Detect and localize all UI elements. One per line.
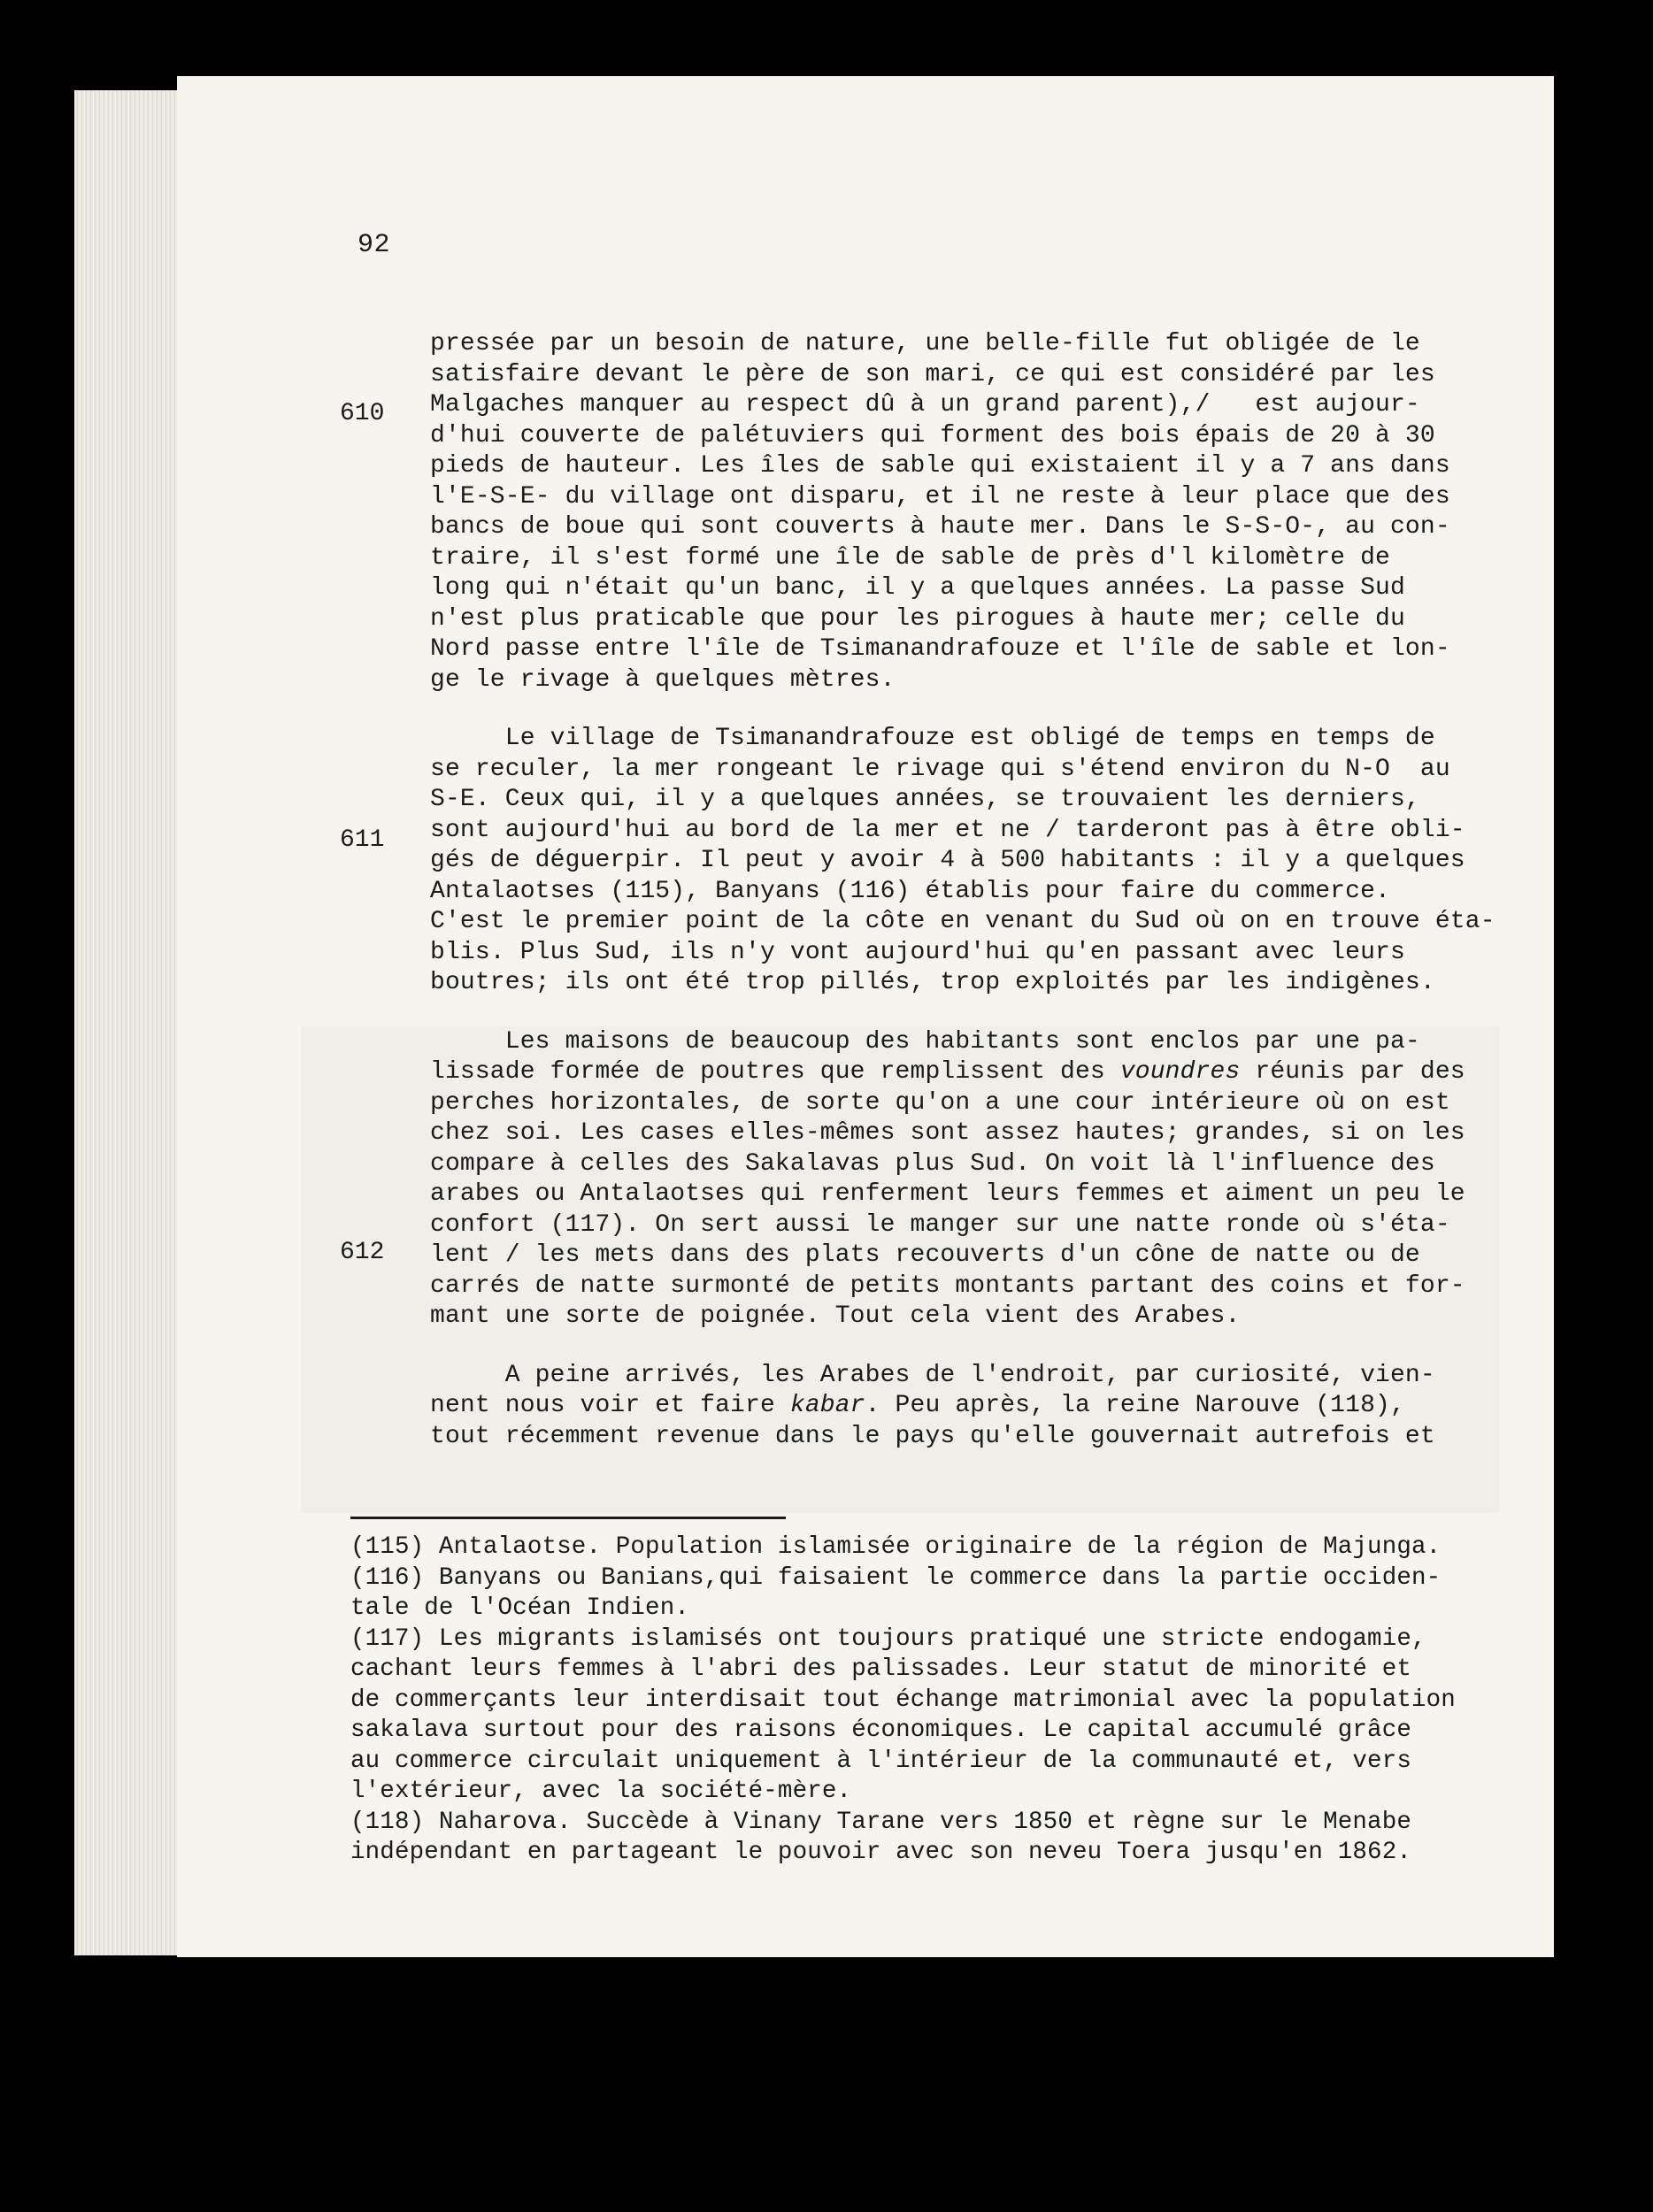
text-line: Malgaches manquer au respect dû à un grand parent),/ est aujour- — [430, 391, 1420, 419]
text-line: chez soi. Les cases elles-mêmes sont assez hautes; grandes, si on les — [430, 1119, 1465, 1147]
paragraph-2 — [430, 724, 1495, 999]
text-line: tout récemment revenue dans le pays qu'elle gouvernait autrefois et — [430, 1422, 1435, 1450]
text-line: sont aujourd'hui au bord de la mer et ne / tarderont pas à être obli- — [430, 816, 1465, 844]
text-line: lent / les mets dans des plats recouverts d'un cône de natte ou de — [430, 1241, 1420, 1269]
text-line: d'hui couverte de palétuviers qui forment des bois épais de 20 à 30 — [430, 421, 1435, 449]
footnote-line: (116) Banyans ou Banians,qui faisaient le commerce dans la partie occiden- — [350, 1563, 1442, 1592]
paragraph-1 — [430, 329, 1457, 695]
page-edges — [74, 90, 190, 1955]
text-line: Nord passe entre l'île de Tsimanandrafouze et l'île de sable et lon- — [430, 635, 1450, 663]
footnote-divider — [350, 1517, 786, 1519]
text-line: se reculer, la mer rongeant le rivage qui s'étend environ du N-O au — [430, 755, 1450, 783]
text-line: Le village de Tsimanandrafouze est obligé de temps en temps de — [430, 725, 1435, 752]
text-line: bancs de boue qui sont couverts à haute mer. Dans le S-S-O-, au con- — [430, 513, 1450, 541]
footnote-line: cachant leurs femmes à l'abri des palissades. Leur statut de minorité et — [350, 1655, 1411, 1683]
footnote-line: (117) Les migrants islamisés ont toujours pratiqué une stricte endogamie, — [350, 1624, 1426, 1653]
italic-term: voundres — [1119, 1058, 1241, 1086]
text-line: carrés de natte surmonté de petits montants partant des coins et for- — [430, 1271, 1465, 1300]
footnote-line: l'extérieur, avec la société-mère. — [350, 1778, 852, 1805]
footnote-line: au commerce circulait uniquement à l'intérieur de la communauté et, vers — [350, 1747, 1411, 1775]
text-line: A peine arrivés, les Arabes de l'endroit, par curiosité, vien- — [430, 1361, 1435, 1389]
text-line: l'E-S-E- du village ont disparu, et il ne reste à leur place que des — [430, 482, 1450, 511]
margin-number-610: 610 — [340, 400, 385, 427]
footnote-line: tale de l'Océan Indien. — [350, 1594, 690, 1622]
text-line: traire, il s'est formé une île de sable de près d'l kilomètre de — [430, 543, 1390, 572]
footnotes — [350, 1532, 1492, 1869]
text-line: boutres; ils ont été trop pillés, trop exploités par les indigènes. — [430, 969, 1435, 996]
text-line: Antalaotses (115), Banyans (116) établis pour faire du commerce. — [430, 877, 1390, 905]
text-line: Les maisons de beaucoup des habitants sont enclos par une pa- — [430, 1027, 1420, 1056]
italic-term: kabar — [789, 1392, 865, 1419]
text-line: satisfaire devant le père de son mari, ce qui est considéré par les — [430, 360, 1435, 388]
footnote-line: (115) Antalaotse. Population islamisée originaire de la région de Majunga. — [350, 1533, 1442, 1561]
text-line: ge le rivage à quelques mètres. — [430, 665, 896, 694]
text-line: mant une sorte de poignée. Tout cela vient des Arabes. — [430, 1302, 1241, 1330]
text-line: pieds de hauteur. Les îles de sable qui existaient il y a 7 ans dans — [430, 452, 1450, 480]
footnote-line: sakalava surtout pour des raisons économiques. Le capital accumulé grâce — [350, 1717, 1411, 1744]
text-line: nent nous voir et faire kabar. Peu après, la reine Narouve (118), — [430, 1392, 1405, 1419]
text-line: arabes ou Antalaotses qui renferment leurs femmes et aiment un peu le — [430, 1180, 1465, 1208]
footnote-line: (118) Naharova. Succède à Vinany Tarane vers 1850 et règne sur le Menabe — [350, 1808, 1411, 1836]
paragraph-3 — [430, 1027, 1465, 1333]
text-line: gés de déguerpir. Il peut y avoir 4 à 500 habitants : il y a quelques — [430, 847, 1465, 874]
text-line: perches horizontales, de sorte qu'on a une cour intérieure où on est — [430, 1088, 1450, 1117]
text-line: blis. Plus Sud, ils n'y vont aujourd'hui qu'en passant avec leurs — [430, 938, 1405, 966]
page-number: 92 — [358, 230, 391, 260]
paragraph-4 — [430, 1361, 1457, 1453]
text-line: n'est plus praticable que pour les pirogues à haute mer; celle du — [430, 604, 1405, 633]
text-line: long qui n'était qu'un banc, il y a quelques années. La passe Sud — [430, 574, 1405, 602]
text-line: compare à celles des Sakalavas plus Sud. On voit là l'influence des — [430, 1149, 1435, 1178]
text-line: confort (117). On sert aussi le manger sur une natte ronde où s'éta- — [430, 1210, 1450, 1239]
margin-number-611: 611 — [340, 826, 385, 854]
footnote-line: indépendant en partageant le pouvoir avec son neveu Toera jusqu'en 1862. — [350, 1839, 1411, 1866]
footnote-line: de commerçants leur interdisait tout échange matrimonial avec la population — [350, 1686, 1456, 1714]
text-line: C'est le premier point de la côte en venant du Sud où on en trouve éta- — [430, 908, 1495, 935]
text-line: lissade formée de poutres que remplissent des voundres réunis par des — [430, 1058, 1465, 1086]
text-line: pressée par un besoin de nature, une belle-fille fut obligée de le — [430, 330, 1420, 357]
text-line: S-E. Ceux qui, il y a quelques années, se trouvaient les derniers, — [430, 786, 1420, 813]
margin-number-612: 612 — [340, 1239, 385, 1266]
main-text — [430, 329, 1495, 1452]
